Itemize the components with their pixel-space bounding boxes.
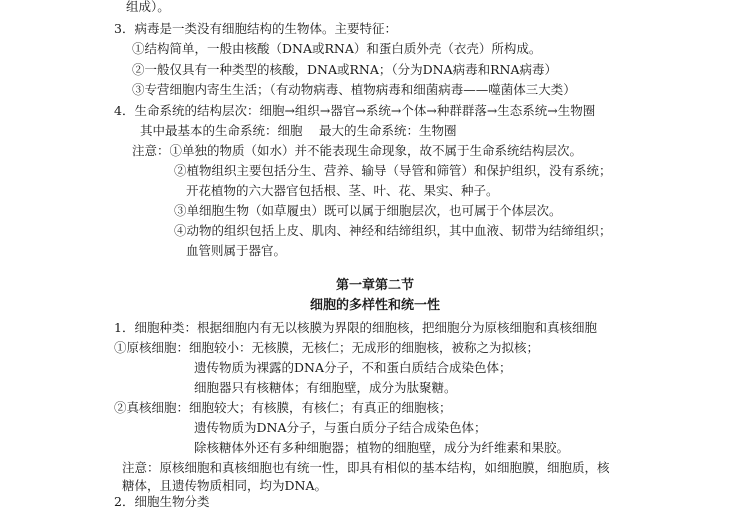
item-3-heading: 3．病毒是一类没有细胞结构的生物体。主要特征： (114, 21, 397, 36)
note-2: ②植物组织主要包括分生、营养、输导（导管和筛管）和保护组织，没有系统； (174, 163, 612, 178)
prokaryote-line-1: ①原核细胞：细胞较小：无核膜，无核仁；无成形的细胞核，被称之为拟核； (114, 340, 540, 355)
section-subtitle: 细胞的多样性和统一性 (309, 298, 440, 313)
eukaryote-line-3: 除核糖体外还有多种细胞器；植物的细胞壁，成分为纤维素和果胶。 (194, 440, 570, 455)
prokaryote-line-3: 细胞器只有核糖体；有细胞壁，成分为肽聚糖。 (194, 380, 457, 395)
virus-point-3: ③专营细胞内寄生生活；（有动物病毒、植物病毒和细菌病毒——噬菌体三大类） (132, 82, 576, 97)
note-2-cont: 开花植物的六大器官包括根、茎、叶、花、果实、种子。 (186, 183, 499, 198)
cells-item-1: 1．细胞种类：根据细胞内有无以核膜为界限的细胞核，把细胞分为原核细胞和真核细胞 (114, 320, 597, 335)
item-4-sub: 其中最基本的生命系统：细胞 最大的生命系统：生物圈 (140, 123, 457, 138)
eukaryote-line-1: ②真核细胞：细胞较大；有核膜，有核仁；有真正的细胞核； (114, 400, 452, 415)
cells-item-2-fragment: 2．细胞生物分类 (114, 494, 210, 509)
note-4: ④动物的组织包括上皮、肌肉、神经和结缔组织，其中血液、韧带为结缔组织； (174, 223, 612, 238)
note-1: 注意：①单独的物质（如水）并不能表现生命现象，故不属于生命系统结构层次。 (132, 143, 583, 158)
cells-note-line-2: 糖体，且遗传物质相同，均为DNA。 (122, 478, 327, 493)
virus-point-1: ①结构简单，一般由核酸（DNA或RNA）和蛋白质外壳（衣壳）所构成。 (132, 41, 542, 56)
prokaryote-line-2: 遗传物质为裸露的DNA分子，不和蛋白质结合成染色体； (194, 360, 512, 375)
item-4-heading: 4．生命系统的结构层次：细胞→组织→器官→系统→个体→种群群落→生态系统→生物圈 (114, 103, 596, 118)
text-top-fragment: 组成）。 (126, 0, 170, 14)
note-3: ③单细胞生物（如草履虫）既可以属于细胞层次，也可属于个体层次。 (174, 203, 562, 218)
cells-note-line-1: 注意：原核细胞和真核细胞也有统一性，即具有相似的基本结构，如细胞膜，细胞质，核 (122, 460, 610, 475)
virus-point-2: ②一般仅具有一种类型的核酸，DNA或RNA；（分为DNA病毒和RNA病毒） (132, 62, 557, 77)
note-4-cont: 血管则属于器官。 (186, 243, 287, 258)
chapter-title: 第一章第二节 (335, 278, 414, 293)
eukaryote-line-2: 遗传物质为DNA分子，与蛋白质分子结合成染色体； (194, 420, 487, 435)
